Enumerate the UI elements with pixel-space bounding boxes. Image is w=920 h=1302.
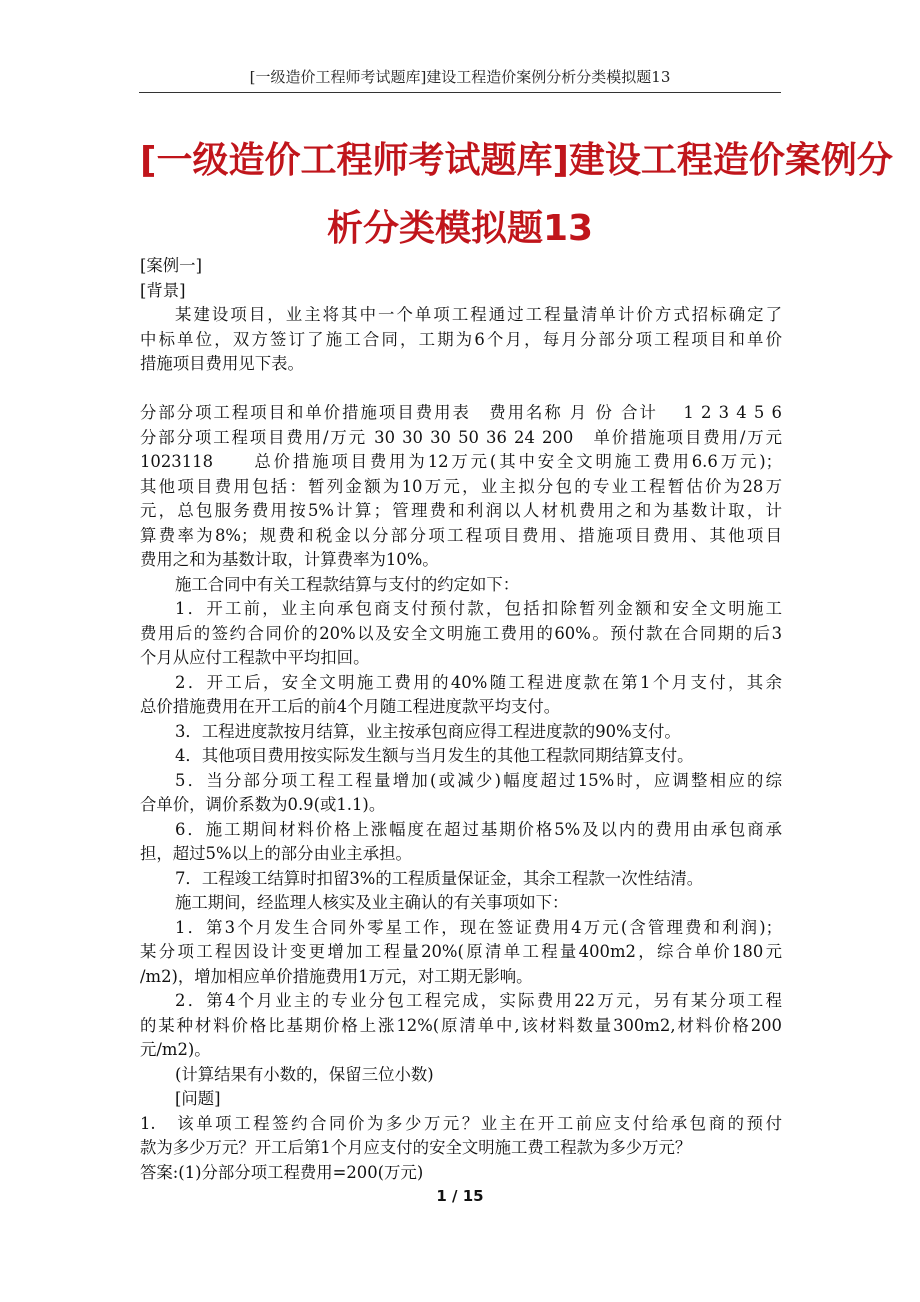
paragraph-line: 1023118 总价措施项目费用为12万元(其中安全文明施工费用6.6万元)； (140, 452, 782, 471)
list-item-line: 费用后的签约合同价的20%以及安全文明施工费用的60%。预付款在合同期的后3 (140, 623, 782, 643)
list-item-line: 担，超过5%以上的部分由业主承担。 (140, 844, 412, 863)
document-title-line-1: [一级造价工程师考试题库]建设工程造价案例分 (140, 140, 893, 181)
paragraph-line: 元，总包服务费用按5%计算；管理费和利润以人材机费用之和为基数计取，计 (140, 501, 782, 520)
list-item-line: 个月从应付工程款中平均扣回。 (140, 648, 370, 667)
list-item-line: 2．开工后，安全文明施工费用的40%随工程进度款在第1个月支付，其余 (175, 672, 782, 692)
paragraph-line: 施工合同中有关工程款结算与支付的约定如下： (175, 574, 520, 594)
list-item-line: 总价措施费用在开工后的前4个月随工程进度款平均支付。 (140, 697, 561, 716)
section-label-questions: [问题] (175, 1089, 221, 1108)
list-item-line: /m2)，增加相应单价措施费用1万元，对工期无影响。 (140, 966, 533, 986)
paragraph-line: 分部分项工程项目和单价措施项目费用表 费用名称 月 份 合计 1 2 3 4 5 6 (140, 403, 782, 422)
paragraph-line: 措施项目费用见下表。 (140, 354, 304, 373)
list-item-line: 2．第4个月业主的专业分包工程完成，实际费用22万元，另有某分项工程 (175, 991, 782, 1010)
paragraph-line: 施工期间，经监理人核实及业主确认的有关事项如下： (175, 893, 569, 912)
list-item-line: 1．开工前，业主向承包商支付预付款，包括扣除暂列金额和安全文明施工 (175, 599, 782, 618)
paragraph-line: 费用之和为基数计取，计算费率为10%。 (140, 550, 439, 569)
question-line: 1. 该单项工程签约合同价为多少万元？业主在开工前应支付给承包商的预付 (140, 1113, 782, 1133)
paragraph-line: 算费率为8%；规费和税金以分部分项工程项目费用、措施项目费用、其他项目 (140, 525, 782, 545)
answer-line: 答案:(1)分部分项工程费用=200(万元) (140, 1162, 424, 1182)
section-label-background: [背景] (140, 280, 186, 300)
note-line: (计算结果有小数的，保留三位小数) (175, 1064, 434, 1084)
list-item-line: 元/m2)。 (140, 1040, 211, 1059)
list-item-line: 1．第3个月发生合同外零星工作，现在签证费用4万元(含管理费和利润)； (175, 917, 782, 937)
paragraph-line: 其他项目费用包括：暂列金额为10万元，业主拟分包的专业工程暂估价为28万 (140, 476, 782, 496)
running-header: [一级造价工程师考试题库]建设工程造价案例分析分类模拟题13 (249, 68, 671, 86)
list-item-line: 3．工程进度款按月结算，业主按承包商应得工程进度款的90%支付。 (175, 721, 681, 741)
section-label-case: [案例一] (140, 256, 202, 275)
document-title-line-2: 析分类模拟题13 (326, 208, 594, 249)
document-body (140, 254, 782, 1185)
header-divider (139, 92, 781, 93)
paragraph-line: 分部分项工程项目费用/万元 30 30 30 50 36 24 200 单价措施项目费用/万元 (140, 427, 782, 447)
list-item-line: 7．工程竣工结算时扣留3%的工程质量保证金，其余工程款一次性结清。 (175, 868, 704, 888)
list-item-line: 6．施工期间材料价格上涨幅度在超过基期价格5%及以内的费用由承包商承 (175, 819, 782, 839)
question-line: 款为多少万元？开工后第1个月应支付的安全文明施工费工程款为多少万元？ (140, 1138, 692, 1157)
paragraph-line: 某建设项目，业主将其中一个单项工程通过工程量清单计价方式招标确定了 (175, 305, 782, 324)
paragraph-line: 中标单位，双方签订了施工合同，工期为6个月，每月分部分项工程项目和单价 (140, 329, 782, 349)
page-number: 1 / 15 (436, 1187, 484, 1205)
list-item-line: 合单价，调价系数为0.9(或1.1)。 (140, 795, 386, 814)
list-item-line: 4．其他项目费用按实际发生额与当月发生的其他工程款同期结算支付。 (175, 746, 694, 765)
list-item-line: 5．当分部分项工程工程量增加(或减少)幅度超过15%时，应调整相应的综 (175, 770, 782, 790)
list-item-line: 的某种材料价格比基期价格上涨12%(原清单中,该材料数量300m2,材料价格200 (140, 1015, 782, 1035)
list-item-line: 某分项工程因设计变更增加工程量20%(原清单工程量400m2，综合单价180元 (140, 942, 782, 961)
